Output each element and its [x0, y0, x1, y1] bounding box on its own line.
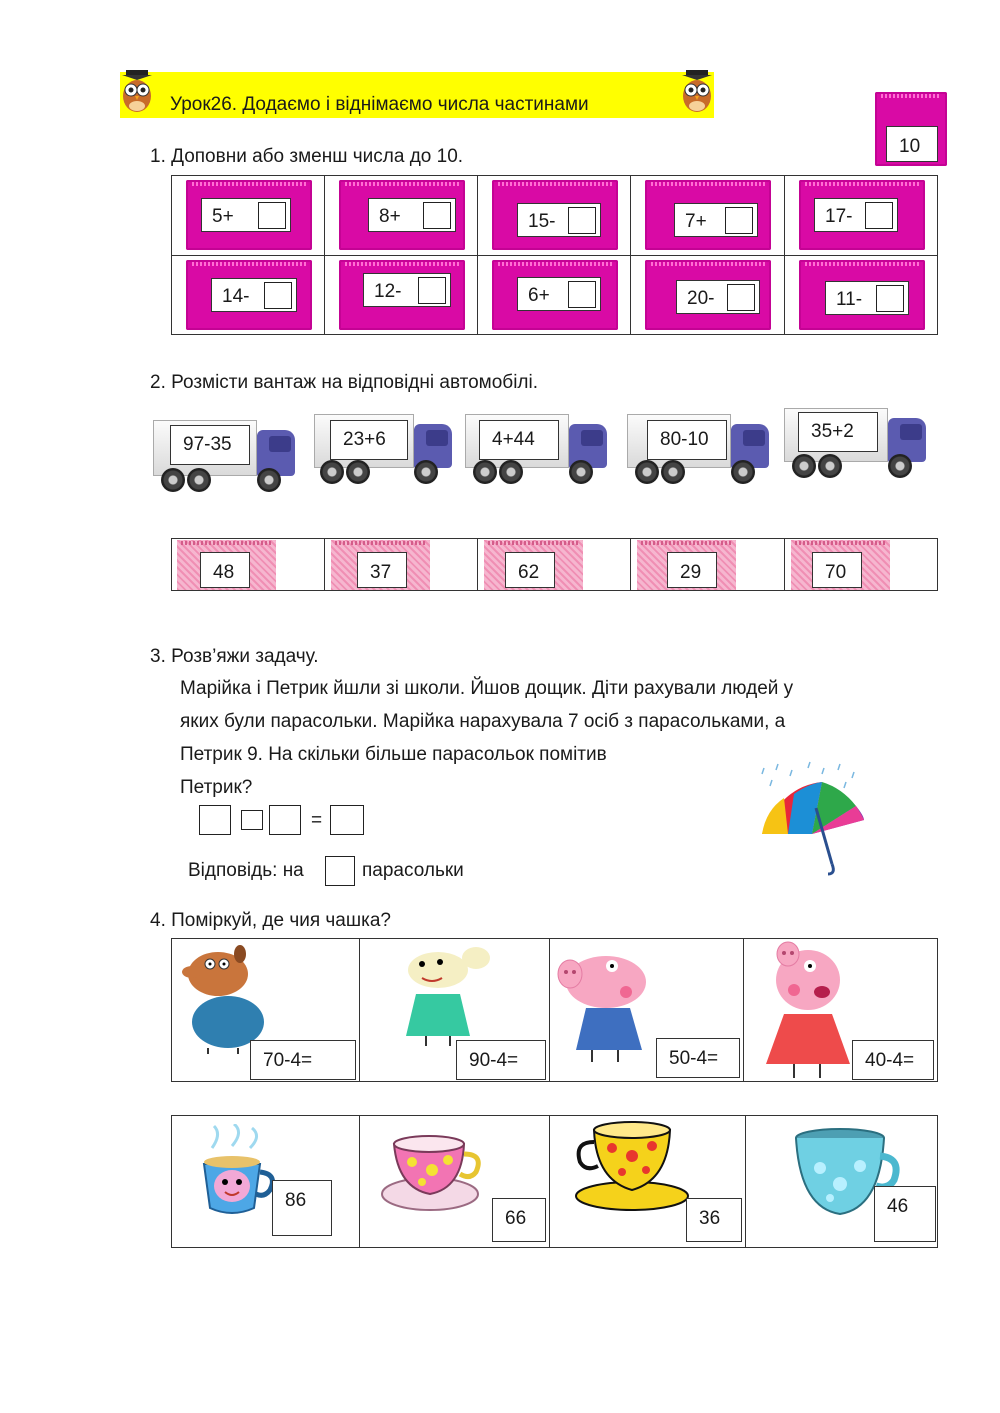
cargo-box[interactable] — [200, 552, 250, 588]
cargo-number: 29 — [680, 562, 702, 583]
task1-expression: 7+ — [685, 211, 707, 232]
cup-number: 36 — [699, 1208, 721, 1229]
answer-box[interactable] — [568, 281, 596, 308]
truck — [314, 414, 452, 484]
cup-number: 86 — [285, 1190, 307, 1211]
operator-box[interactable] — [241, 810, 263, 830]
answer-box[interactable] — [264, 282, 292, 309]
task1-expression: 5+ — [212, 206, 234, 227]
wheel-icon — [792, 454, 816, 478]
wheel-icon — [257, 468, 281, 492]
cargo-box[interactable] — [812, 552, 862, 588]
truck-expression: 23+6 — [343, 429, 386, 450]
answer-box[interactable] — [725, 207, 753, 234]
task1-cell — [814, 198, 898, 232]
truck-expression: 4+44 — [492, 429, 535, 450]
answer-suffix: парасольки — [362, 860, 464, 881]
cargo-box[interactable] — [505, 552, 555, 588]
wheel-icon — [187, 468, 211, 492]
answer-box[interactable] — [423, 202, 451, 229]
task1-expression: 15- — [528, 211, 556, 232]
george-pig-icon — [556, 950, 666, 1066]
cargo-number: 37 — [370, 562, 392, 583]
result-box[interactable] — [330, 805, 364, 835]
truck — [627, 414, 769, 484]
owl-icon — [118, 70, 156, 114]
character-expression: 70-4= — [263, 1050, 313, 1071]
cargo-box[interactable] — [667, 552, 717, 588]
polka-dot-cup-icon — [380, 1132, 490, 1214]
wheel-icon — [414, 460, 438, 484]
sheep-character-icon — [396, 944, 496, 1048]
character-expression: 90-4= — [469, 1050, 519, 1071]
expression-box[interactable] — [656, 1038, 740, 1078]
truck-expression: 35+2 — [811, 421, 854, 442]
character-expression: 40-4= — [865, 1050, 915, 1071]
task4-heading: 4. Поміркуй, де чия чашка? — [150, 910, 391, 931]
answer-box[interactable] — [258, 202, 286, 229]
answer-box[interactable] — [865, 202, 893, 229]
task1-cell — [363, 273, 451, 307]
cargo-number: 70 — [825, 562, 847, 583]
expression-box[interactable] — [456, 1040, 546, 1080]
page-title: Урок26. Додаємо і віднімаємо числа частинами — [170, 94, 589, 115]
flower-cup-icon — [574, 1118, 692, 1214]
truck-label[interactable] — [330, 420, 408, 460]
owl-icon — [678, 70, 716, 114]
wheel-icon — [320, 460, 344, 484]
cup-number-box[interactable] — [492, 1198, 546, 1242]
task1-cell — [211, 278, 297, 312]
equals-sign: = — [311, 810, 323, 831]
answer-prefix: Відповідь: на — [188, 860, 304, 881]
wheel-icon — [635, 460, 659, 484]
truck-expression: 80-10 — [660, 429, 709, 450]
wheel-icon — [661, 460, 685, 484]
wheel-icon — [888, 454, 912, 478]
cup-number: 66 — [505, 1208, 527, 1229]
answer-box[interactable] — [727, 284, 755, 311]
character-expression: 50-4= — [669, 1048, 719, 1069]
task1-cell — [201, 198, 291, 232]
task3-text-line: Марійка і Петрик йшли зі школи. Йшов дощик. Діти рахували людей у — [180, 678, 794, 699]
task2-heading: 2. Розмісти вантаж на відповідні автомобілі. — [150, 372, 538, 393]
cargo-number: 62 — [518, 562, 540, 583]
task3-text-line: Петрик 9. На скільки більше парасольок помітив — [180, 744, 607, 765]
task3-text-line: яких були парасольки. Марійка нарахувала 7 осіб з парасольками, а — [180, 711, 786, 732]
expression-box[interactable] — [250, 1040, 356, 1080]
task1-heading: 1. Доповни або зменш числа до 10. — [150, 146, 464, 167]
cargo-number: 48 — [213, 562, 235, 583]
wheel-icon — [499, 460, 523, 484]
cup-number-box[interactable] — [874, 1186, 936, 1242]
answer-box[interactable] — [568, 207, 596, 234]
truck-label[interactable] — [798, 412, 878, 452]
task1-expression: 12- — [374, 281, 402, 302]
cargo-box[interactable] — [357, 552, 407, 588]
dog-character-icon — [178, 944, 278, 1054]
umbrella-icon — [752, 760, 870, 880]
task1-expression: 14- — [222, 286, 250, 307]
wheel-icon — [161, 468, 185, 492]
truck — [153, 420, 295, 492]
peppa-pig-icon — [754, 940, 864, 1080]
task1-expression: 6+ — [528, 285, 550, 306]
task1-cell — [517, 203, 601, 237]
wheel-icon — [346, 460, 370, 484]
task1-expression: 20- — [687, 288, 715, 309]
truck — [465, 414, 607, 484]
corner-number-box — [886, 126, 938, 162]
task1-expression: 11- — [836, 289, 863, 310]
task1-cell — [825, 281, 909, 315]
wheel-icon — [473, 460, 497, 484]
truck-expression: 97-35 — [183, 434, 232, 455]
cup-number: 46 — [887, 1196, 909, 1217]
equation-box[interactable] — [199, 805, 231, 835]
answer-box[interactable] — [418, 277, 446, 304]
task1-expression: 8+ — [379, 206, 401, 227]
truck — [784, 408, 926, 478]
expression-box[interactable] — [852, 1040, 934, 1080]
equation-box[interactable] — [269, 805, 301, 835]
wheel-icon — [818, 454, 842, 478]
truck-label[interactable] — [479, 420, 559, 460]
task3-heading: 3. Розв’яжи задачу. — [150, 646, 319, 667]
answer-box[interactable] — [876, 285, 904, 312]
wheel-icon — [731, 460, 755, 484]
task1-expression: 17- — [825, 206, 853, 227]
wheel-icon — [569, 460, 593, 484]
task1-cell — [368, 198, 456, 232]
task3-text-line: Петрик? — [180, 777, 253, 798]
cup-number-box[interactable] — [272, 1180, 332, 1236]
corner-number: 10 — [899, 136, 921, 157]
cup-number-box[interactable] — [686, 1198, 742, 1242]
smiling-cup-icon — [192, 1124, 282, 1220]
task1-cell — [517, 277, 601, 311]
task1-cell — [674, 203, 758, 237]
truck-label[interactable] — [647, 420, 727, 460]
truck-label[interactable] — [170, 425, 250, 465]
answer-box[interactable] — [325, 856, 355, 886]
task1-cell — [676, 280, 760, 314]
